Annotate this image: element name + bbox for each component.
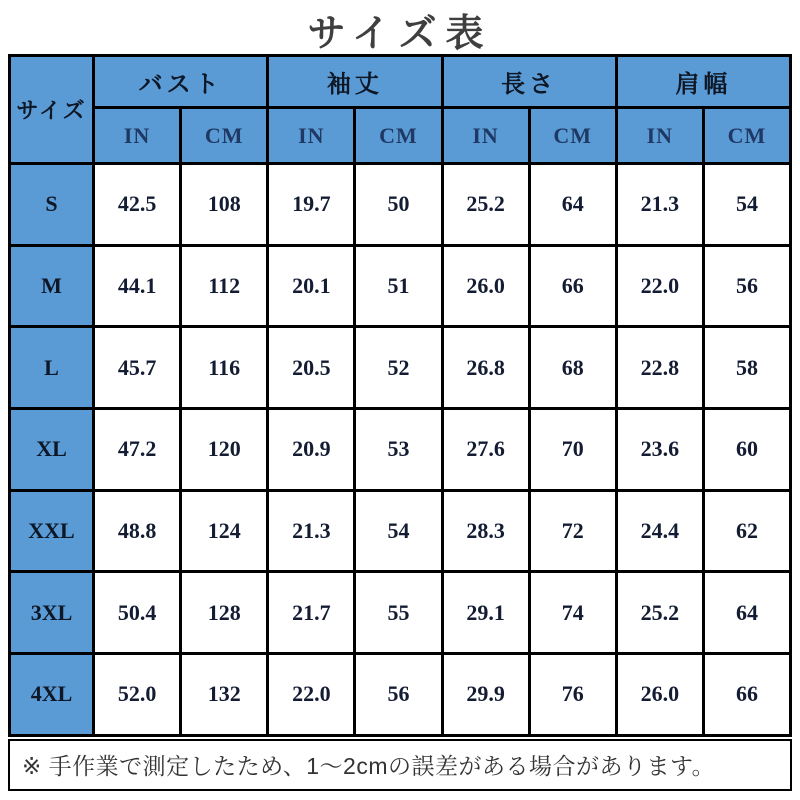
cell-value: 51: [355, 245, 442, 327]
cell-value: 128: [181, 572, 268, 654]
cell-value: 22.0: [616, 245, 703, 327]
column-header-size: サイズ: [10, 56, 94, 164]
cell-value: 66: [703, 654, 790, 736]
cell-value: 29.1: [442, 572, 529, 654]
cell-value: 48.8: [94, 490, 181, 572]
cell-value: 24.4: [616, 490, 703, 572]
cell-value: 56: [703, 245, 790, 327]
cell-value: 29.9: [442, 654, 529, 736]
cell-value: 50.4: [94, 572, 181, 654]
cell-value: 124: [181, 490, 268, 572]
column-group-length: 長さ: [442, 56, 616, 108]
cell-value: 108: [181, 164, 268, 246]
cell-value: 72: [529, 490, 616, 572]
cell-value: 76: [529, 654, 616, 736]
unit-header-shoulder-cm: CM: [703, 108, 790, 164]
cell-value: 45.7: [94, 327, 181, 409]
size-table: [8, 54, 792, 737]
row-label-4xl: 4XL: [10, 654, 94, 736]
table-group-header-row: [10, 56, 791, 108]
cell-value: 120: [181, 409, 268, 491]
cell-value: 74: [529, 572, 616, 654]
table-row: [10, 245, 791, 327]
page-title: サイズ表: [307, 12, 493, 55]
cell-value: 56: [355, 654, 442, 736]
table-unit-header-row: [10, 108, 791, 164]
cell-value: 112: [181, 245, 268, 327]
cell-value: 64: [703, 572, 790, 654]
cell-value: 26.0: [442, 245, 529, 327]
table-row: [10, 572, 791, 654]
cell-value: 68: [529, 327, 616, 409]
cell-value: 54: [355, 490, 442, 572]
table-row: [10, 490, 791, 572]
cell-value: 26.8: [442, 327, 529, 409]
row-label-l: L: [10, 327, 94, 409]
unit-header-sleeve-cm: CM: [355, 108, 442, 164]
cell-value: 64: [529, 164, 616, 246]
cell-value: 50: [355, 164, 442, 246]
cell-value: 21.3: [268, 490, 355, 572]
column-group-bust: バスト: [94, 56, 268, 108]
cell-value: 21.7: [268, 572, 355, 654]
cell-value: 44.1: [94, 245, 181, 327]
cell-value: 70: [529, 409, 616, 491]
cell-value: 20.9: [268, 409, 355, 491]
row-label-s: S: [10, 164, 94, 246]
cell-value: 52: [355, 327, 442, 409]
cell-value: 22.8: [616, 327, 703, 409]
cell-value: 21.3: [616, 164, 703, 246]
measurement-disclaimer-note: ※ 手作業で測定したため、1〜2cmの誤差がある場合があります。: [8, 739, 792, 791]
unit-header-sleeve-in: IN: [268, 108, 355, 164]
cell-value: 23.6: [616, 409, 703, 491]
table-row: [10, 164, 791, 246]
table-row: [10, 654, 791, 736]
cell-value: 19.7: [268, 164, 355, 246]
cell-value: 28.3: [442, 490, 529, 572]
cell-value: 53: [355, 409, 442, 491]
cell-value: 27.6: [442, 409, 529, 491]
cell-value: 25.2: [442, 164, 529, 246]
cell-value: 54: [703, 164, 790, 246]
row-label-m: M: [10, 245, 94, 327]
row-label-3xl: 3XL: [10, 572, 94, 654]
cell-value: 55: [355, 572, 442, 654]
table-row: [10, 327, 791, 409]
column-group-shoulder-width: 肩幅: [616, 56, 790, 108]
cell-value: 25.2: [616, 572, 703, 654]
unit-header-length-in: IN: [442, 108, 529, 164]
cell-value: 132: [181, 654, 268, 736]
cell-value: 60: [703, 409, 790, 491]
unit-header-bust-cm: CM: [181, 108, 268, 164]
table-row: [10, 409, 791, 491]
column-group-sleeve-length: 袖丈: [268, 56, 442, 108]
cell-value: 116: [181, 327, 268, 409]
cell-value: 58: [703, 327, 790, 409]
cell-value: 42.5: [94, 164, 181, 246]
row-label-xxl: XXL: [10, 490, 94, 572]
cell-value: 20.1: [268, 245, 355, 327]
cell-value: 66: [529, 245, 616, 327]
unit-header-length-cm: CM: [529, 108, 616, 164]
cell-value: 47.2: [94, 409, 181, 491]
unit-header-shoulder-in: IN: [616, 108, 703, 164]
cell-value: 26.0: [616, 654, 703, 736]
row-label-xl: XL: [10, 409, 94, 491]
cell-value: 20.5: [268, 327, 355, 409]
cell-value: 22.0: [268, 654, 355, 736]
unit-header-bust-in: IN: [94, 108, 181, 164]
cell-value: 62: [703, 490, 790, 572]
cell-value: 52.0: [94, 654, 181, 736]
